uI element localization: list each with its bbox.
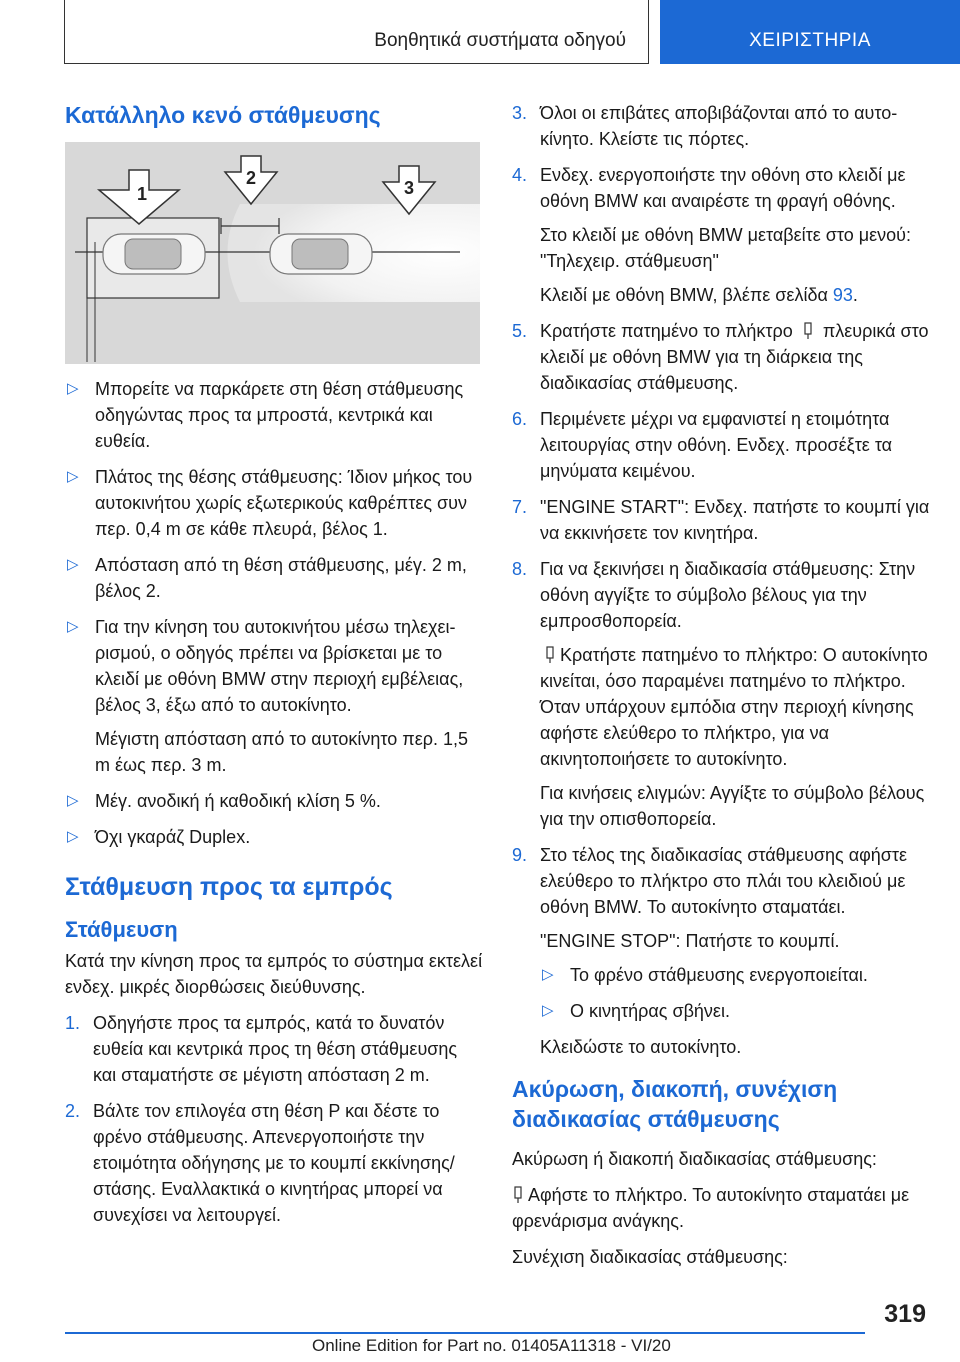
step-number: 8. (512, 559, 528, 579)
step-continuation: Κλειδί με οθόνη BMW, βλέπε σελίδα 93. (540, 285, 858, 305)
paragraph: Ακύρωση ή διακοπή διαδικασίας στάθμευσης: (512, 1149, 877, 1169)
steps-list-right (512, 100, 930, 1060)
bullet-triangle-icon: ▷ (67, 380, 79, 397)
result-list (540, 962, 930, 1024)
list-item: ▷ Το φρένο στάθμευσης ενεργοποιείται. (540, 962, 930, 988)
edition-text: Online Edition for Part no. 01405A11318 - VI/20 (312, 1336, 671, 1355)
bullet-triangle-icon: ▷ (542, 966, 554, 983)
step-number: 4. (512, 165, 528, 185)
bullet-triangle-icon: ▷ (67, 792, 79, 809)
list-item: ▷ Μπορείτε να παρκάρετε στη θέση στάθμευσης οδηγώντας προς τα μπροστά, κεντρικά και ευθεία. (65, 376, 485, 454)
approaching-car-icon (270, 234, 372, 274)
list-item: 5. Κρατήστε πατημένο το πλήκτρο πλευρικά στο κλειδί με οθόνη BMW για τη διάρκεια της διαδικασίας στάθμευσης. (512, 318, 930, 396)
bullet-triangle-icon: ▷ (67, 828, 79, 845)
step-continuation: Κλειδώστε το αυτοκίνητο. (540, 1037, 742, 1057)
step-number: 6. (512, 409, 528, 429)
arrow-2-label: 2 (246, 168, 257, 188)
arrow-1-label: 1 (137, 184, 148, 204)
steps-list-left (65, 1010, 485, 1228)
step-number: 3. (512, 103, 528, 123)
section-heading-cancel: Ακύρωση, διακοπή, συνέχιση διαδικασίας στάθμευσης (512, 1076, 838, 1132)
list-item: ▷ Όχι γκαράζ Duplex. (65, 824, 485, 850)
bullet-triangle-icon: ▷ (67, 618, 79, 635)
footer-divider (65, 1332, 865, 1334)
list-item: ▷ Μέγ. ανοδική ή καθοδική κλίση 5 %. (65, 788, 485, 814)
left-column (65, 100, 485, 1238)
step-number: 9. (512, 845, 528, 865)
step-continuation: Κρατήστε πατημένο το πλήκτρο: Ο αυτοκίνητο κινείται, όσο παραμένει πατημένο το πλήκτρο. Όταν υπάρχουν εμπόδια στην περιοχή κίνησης αφήστε ελεύθερο το πλήκτρο, για να ακινητοποιήσετε το αυτοκίνητο. (540, 645, 928, 769)
section-heading-parking-space: Κατάλληλο κενό στάθμευσης (65, 102, 381, 128)
key-button-icon (512, 1186, 524, 1204)
list-item: 9. Στο τέλος της διαδικασίας στάθμευσης αφήστε ελεύθερο το πλήκτρο στο πλάι του κλειδιού με οθόνη BMW. Το αυτοκίνητο σταματάει. "ENGINE STOP": Πατήστε το κουμπί. ▷ Το φρένο στάθμευσης ενεργοποιείται. ▷ Ο κινητήρας σβήνει. Κλειδώστε το αυτοκίνητο. (512, 842, 930, 1060)
page-footer (0, 1290, 960, 1362)
list-item: ▷ Ο κινητήρας σβήνει. (540, 998, 930, 1024)
page-number: 319 (884, 1300, 926, 1328)
key-button-icon (544, 646, 556, 664)
right-column (512, 100, 930, 1280)
header-chapter-label: ΧΕΙΡΙΣΤΗΡΙΑ (749, 30, 871, 51)
step-number: 2. (65, 1101, 81, 1121)
parking-diagram (65, 142, 480, 364)
bullet-triangle-icon: ▷ (67, 468, 79, 485)
key-button-icon (802, 322, 814, 340)
header-section-title: Βοηθητικά συστήματα οδηγού (374, 30, 626, 51)
parked-car-icon (103, 234, 205, 274)
list-item: 8. Για να ξεκινήσει η διαδικασία στάθμευσης: Στην οθόνη αγγίξτε το σύμβολο βέλους για την εμπροσθοπορεία. Κρατήστε πατημένο το πλήκτρο: Ο αυτοκίνητο κινείται, όσο παραμένει πατημένο το πλήκτρο. Όταν υπάρχουν εμπόδια στην περιοχή κίνησης αφήστε ελεύθερο το πλήκτρο, για να ακινητοποιήσετε το αυτοκίνητο. Για κινήσεις ελιγμών: Αγγίξτε το σύμβολο βέλους για την οπισθοπορεία. (512, 556, 930, 832)
step-continuation: Για κινήσεις ελιγμών: Αγγίξτε το σύμβολο βέλους για την οπισθοπορεία. (540, 783, 925, 829)
bullet-triangle-icon: ▷ (542, 1002, 554, 1019)
arrow-3-label: 3 (404, 178, 415, 198)
bullet-triangle-icon: ▷ (67, 556, 79, 573)
list-item: 3. Όλοι οι επιβάτες αποβιβάζονται από το αυτοκίνητο. Κλείστε τις πόρτες. (512, 100, 930, 152)
requirements-list (65, 376, 485, 850)
list-item: 1. Οδηγήστε προς τα εμπρός, κατά το δυνατόν ευθεία και κεντρικά προς τη θέση στάθμευσης και σταματήστε σε μέγιστη απόσταση 2 m. (65, 1010, 485, 1088)
arrow-1-icon (99, 170, 179, 224)
list-item-note: Μέγιστη απόσταση από το αυτοκίνητο περ. 1,5 m έως περ. 3 m. (95, 729, 468, 775)
step-number: 1. (65, 1013, 81, 1033)
step-continuation: Στο κλειδί με οθόνη BMW μεταβείτε στο μενού: "Τηλεχειρ. στάθμευση" (540, 225, 912, 271)
paragraph: Αφήστε το πλήκτρο. Το αυτοκίνητο σταματάει με φρενάρισμα ανάγκης. (512, 1185, 910, 1231)
list-item: ▷ Απόσταση από τη θέση στάθμευσης, μέγ. 2 m, βέλος 2. (65, 552, 485, 604)
list-item: ▷ Πλάτος της θέσης στάθμευσης: Ίδιον μήκος του αυτοκινήτου χωρίς εξωτερικούς καθρέπτες συν περ. 0,4 m σε κάθε πλευρά, βέλος 1. (65, 464, 485, 542)
list-item: ▷ Για την κίνηση του αυτοκινήτου μέσω τηλεχειρισμού, ο οδηγός πρέπει να βρίσκεται με το κλειδί με οθόνη BMW στην περιοχή εμβέλειας, βέλος 3, έξω από το αυτοκίνητο. Μέγιστη απόσταση από το αυτοκίνητο περ. 1,5 m έως περ. 3 m. (65, 614, 485, 778)
list-item: 2. Βάλτε τον επιλογέα στη θέση P και δέστε το φρένο στάθμευσης. Απενεργοποιήστε την ετοιμότητα οδήγησης με το κουμπί εκκίνησης/στάσης. Εναλλακτικά ο κινητήρας μπορεί να συνεχίσει να λειτουργεί. (65, 1098, 485, 1228)
list-item: 4. Ενδεχ. ενεργοποιήστε την οθόνη στο κλειδί με οθόνη BMW και αναιρέστε τη φραγή οθόνης. Στο κλειδί με οθόνη BMW μεταβείτε στο μενού: "Τηλεχειρ. στάθμευση" Κλειδί με οθόνη BMW, βλέπε σελίδα 93. (512, 162, 930, 308)
list-item: 6. Περιμένετε μέχρι να εμφανιστεί η ετοιμότητα λειτουργίας στην οθόνη. Ενδεχ. προσέξτε τα μηνύματα κειμένου. (512, 406, 930, 484)
step-number: 5. (512, 321, 528, 341)
page-reference-link[interactable]: 93 (832, 285, 853, 305)
page-header (0, 0, 960, 66)
section-heading-forward-parking: Στάθμευση προς τα εμπρός (65, 873, 393, 901)
header-section-box (64, 0, 649, 64)
paragraph: Συνέχιση διαδικασίας στάθμευσης: (512, 1247, 788, 1267)
arrow-2-icon (225, 156, 277, 204)
subheading-parking: Στάθμευση (65, 917, 178, 942)
step-continuation: "ENGINE STOP": Πατήστε το κουμπί. (540, 931, 840, 951)
list-item: 7. "ENGINE START": Ενδεχ. πατήστε το κουμπί για να εκκινήσετε τον κινητήρα. (512, 494, 930, 546)
step-number: 7. (512, 497, 528, 517)
header-chapter-tab (660, 0, 960, 64)
parking-space-figure (65, 142, 480, 364)
intro-paragraph: Κατά την κίνηση προς τα εμπρός το σύστημα εκτελεί ενδεχ. μικρές διορθώσεις διεύθυνσης. (65, 951, 483, 997)
